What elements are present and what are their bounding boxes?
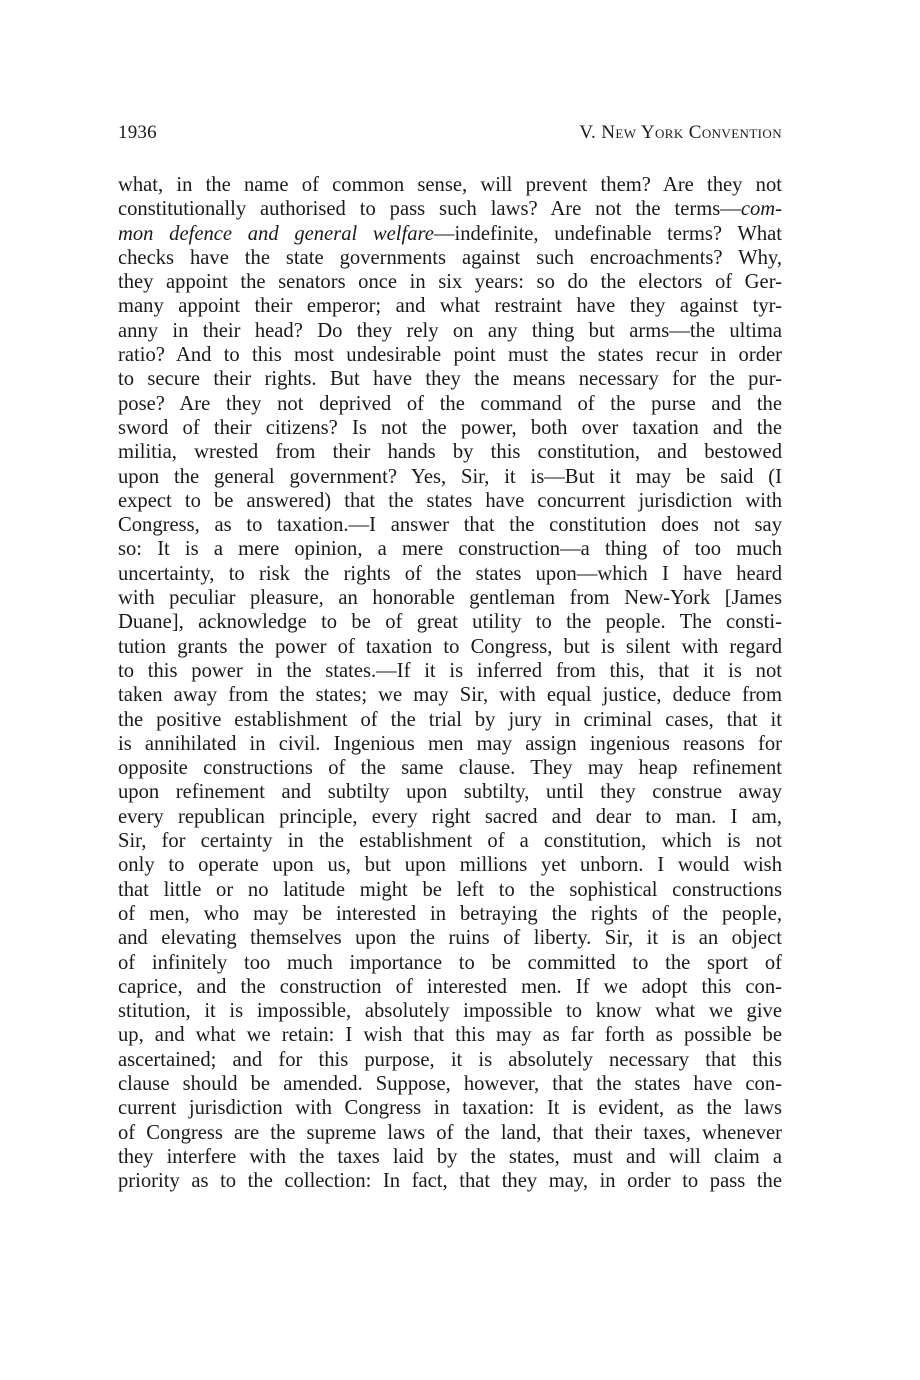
text-line: pose? Are they not deprived of the command of the purse and the [118, 392, 782, 415]
text-line: Congress, as to taxation.—I answer that the constitution does not say [118, 514, 782, 537]
text-line: to this power in the states.—If it is inferred from this, that it is not [118, 659, 782, 682]
text-line: uncertainty, to risk the rights of the states upon—which I have heard [118, 562, 782, 585]
text-line: tution grants the power of taxation to Congress, but is silent with regard [118, 635, 782, 658]
page-number: 1936 [118, 122, 157, 143]
text-line: every republican principle, every right sacred and dear to man. I am, [118, 805, 782, 828]
text-line: is annihilated in civil. Ingenious men may assign ingenious reasons for [118, 732, 782, 755]
text-line: and elevating themselves upon the ruins of liberty. Sir, it is an object [118, 927, 782, 950]
text-line: what, in the name of common sense, will prevent them? Are they not [118, 174, 782, 196]
text-line: the positive establishment of the trial by jury in criminal cases, that it [118, 708, 782, 731]
text-line: of Congress are the supreme laws of the land, that their taxes, whenever [118, 1121, 782, 1144]
body-text [118, 173, 782, 1193]
text-line: they appoint the senators once in six years: so do the electors of Ger- [118, 271, 782, 294]
italic-text-segment: mon defence and general welfare [118, 222, 434, 245]
text-line: ascertained; and for this purpose, it is absolutely necessary that this [118, 1048, 782, 1071]
text-line: to secure their rights. But have they the means necessary for the pur- [118, 368, 782, 391]
text-line: only to operate upon us, but upon millions yet unborn. I would wish [118, 854, 782, 877]
text-line: militia, wrested from their hands by this constitution, and bestowed [118, 441, 782, 464]
text-line: of men, who may be interested in betraying the rights of the people, [118, 902, 782, 925]
text-line-with-italic [118, 197, 782, 221]
text-line: taken away from the states; we may Sir, with equal justice, deduce from [118, 684, 782, 707]
text-line: sword of their citizens? Is not the power, both over taxation and the [118, 416, 782, 439]
text-segment: —indefinite, undefinable terms? What [433, 222, 782, 245]
text-line: so: It is a mere opinion, a mere construction—a thing of too much [118, 538, 782, 561]
text-line: with peculiar pleasure, an honorable gentleman from New-York [James [118, 587, 782, 610]
running-title: V. New York Convention [579, 122, 782, 143]
text-line-with-italic [118, 222, 782, 246]
text-segment: constitutionally authorised to pass such laws? Are not the terms— [118, 198, 741, 221]
text-line: Sir, for certainty in the establishment of a constitution, which is not [118, 830, 782, 853]
text-line: anny in their head? Do they rely on any thing but arms—the ultima [118, 319, 782, 342]
text-line: upon the general government? Yes, Sir, it is—But it may be said (I [118, 465, 782, 488]
text-line: current jurisdiction with Congress in taxation: It is evident, as the laws [118, 1097, 782, 1120]
text-line: caprice, and the construction of interested men. If we adopt this con- [118, 975, 782, 998]
text-line: checks have the state governments against such encroachments? Why, [118, 246, 782, 269]
text-line: that little or no latitude might be left to the sophistical constructions [118, 878, 782, 901]
italic-text-segment: com- [740, 198, 782, 221]
text-line: opposite constructions of the same clause. They may heap refinement [118, 757, 782, 780]
text-line: clause should be amended. Suppose, however, that the states have con- [118, 1072, 782, 1095]
text-line: stitution, it is impossible, absolutely impossible to know what we give [118, 1000, 782, 1023]
text-line: priority as to the collection: In fact, that they may, in order to pass the [118, 1170, 782, 1193]
text-line: many appoint their emperor; and what restraint have they against tyr- [118, 295, 782, 318]
running-head [118, 122, 782, 152]
text-line: upon refinement and subtilty upon subtilty, until they construe away [118, 781, 782, 804]
text-line: up, and what we retain: I wish that this may as far forth as possible be [118, 1024, 782, 1047]
text-line: they interfere with the taxes laid by the states, must and will claim a [118, 1145, 782, 1168]
text-line: of infinitely too much importance to be committed to the sport of [118, 951, 782, 974]
text-line: Duane], acknowledge to be of great utility to the people. The consti- [118, 611, 782, 634]
text-line: expect to be answered) that the states have concurrent jurisdiction with [118, 489, 782, 512]
text-line: ratio? And to this most undesirable point must the states recur in order [118, 344, 782, 367]
